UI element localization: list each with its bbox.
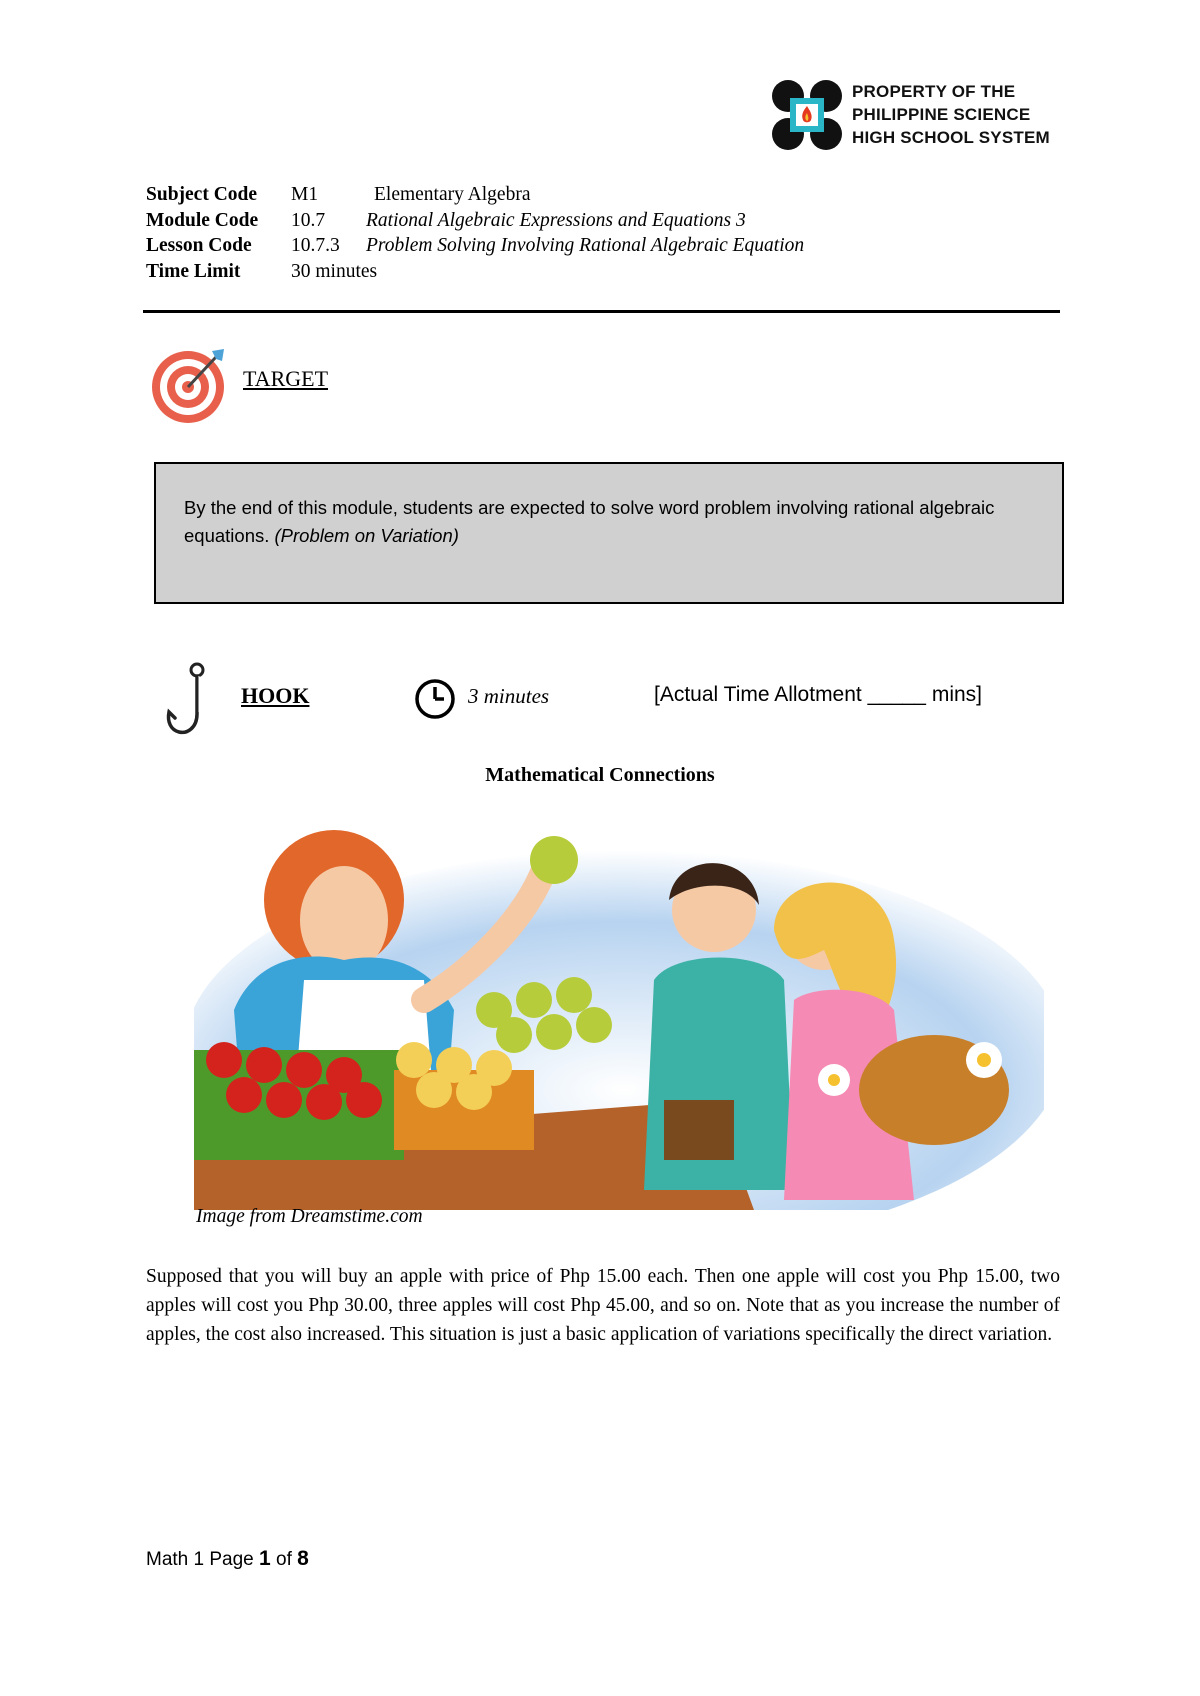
footer-of: of	[276, 1549, 292, 1570]
section-title: Mathematical Connections	[485, 764, 715, 786]
hook-time: 3 minutes	[468, 684, 550, 708]
time-limit-label: Time Limit	[146, 260, 241, 282]
page-footer	[146, 1547, 309, 1571]
hook-heading: HOOK	[241, 683, 310, 708]
image-caption: Image from Dreamstime.com	[196, 1206, 423, 1227]
objective-sentence: By the end of this module, students are expected to solve word problem involving rational algebraic equations.	[184, 497, 995, 546]
objective-note: (Problem on Variation)	[274, 525, 459, 546]
header-divider	[143, 310, 1060, 313]
subject-code-label: Subject Code	[146, 184, 258, 205]
target-icon	[150, 343, 232, 425]
module-title: Rational Algebraic Expressions and Equations 3	[366, 209, 746, 231]
logo-line-1: PROPERTY OF THE	[852, 82, 1016, 101]
hook-paragraph: Supposed that you will buy an apple with price of Php 15.00 each. Then one apple will cost you Php 15.00, two apples will cost you Php 30.00, three apples will cost Php 45.00, and so on. Note that as you increase the number of apples, the cost also increased. This situation is just a basic application of variations specifically the direct variation.	[146, 1266, 1060, 1345]
clock-icon	[414, 678, 456, 720]
footer-prefix: Math 1 Page	[146, 1549, 254, 1570]
lesson-title: Problem Solving Involving Rational Algebraic Equation	[366, 235, 805, 256]
subject-code-value: M1	[291, 184, 319, 205]
logo-line-2: PHILIPPINE SCIENCE	[852, 105, 1031, 124]
page-number: 1	[259, 1547, 271, 1570]
lesson-code-label: Lesson Code	[146, 235, 252, 256]
objective-text	[184, 494, 1024, 550]
module-code-value: 10.7	[291, 209, 326, 231]
target-heading: TARGET	[243, 366, 329, 391]
pshs-logo	[770, 78, 1070, 152]
pshs-seal-icon	[770, 78, 844, 152]
time-limit-value: 30 minutes	[291, 260, 378, 282]
module-code-label: Module Code	[146, 209, 259, 231]
page-total: 8	[297, 1547, 309, 1570]
objective-box	[154, 462, 1064, 604]
fishing-hook-icon	[163, 662, 213, 740]
subject-title: Elementary Algebra	[374, 184, 531, 205]
fruit-vendor-illustration	[194, 810, 1044, 1210]
actual-time-allotment: [Actual Time Allotment _____ mins]	[654, 683, 982, 706]
lesson-code-value: 10.7.3	[291, 235, 340, 256]
logo-line-3: HIGH SCHOOL SYSTEM	[852, 128, 1050, 147]
